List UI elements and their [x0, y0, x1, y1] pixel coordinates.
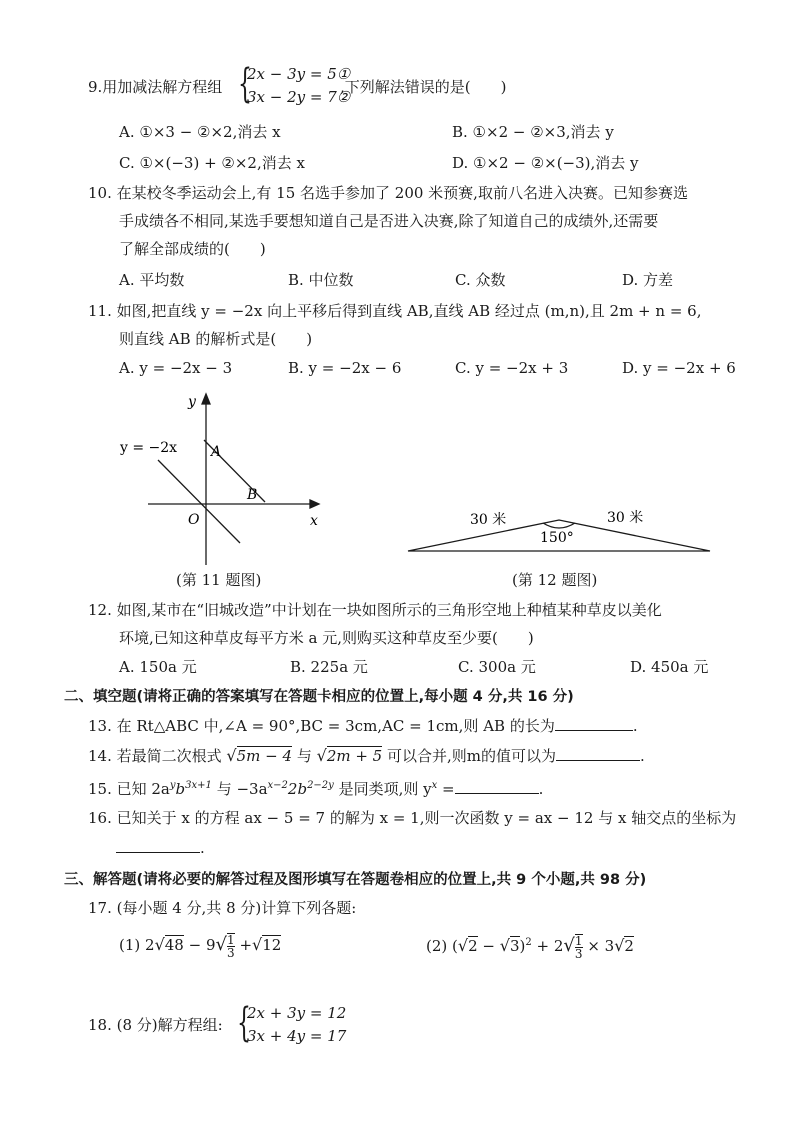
q17-part-2 [426, 933, 634, 961]
q14-radicand-2: 2m + 5 [326, 747, 383, 765]
q9-equation-2: 3x − 2y = 7② [247, 88, 351, 106]
angle-arc [543, 523, 575, 528]
q17-stem: 17. (每小题 4 分,共 8 分)计算下列各题: [88, 899, 357, 917]
left-side-label: 30 米 [470, 512, 507, 528]
y-axis-label: y [188, 394, 196, 410]
right-side-label: 30 米 [607, 510, 644, 526]
q11-option-c: C. y = −2x + 3 [455, 359, 569, 377]
q9-option-b: B. ①×2 − ②×3,消去 y [452, 123, 614, 141]
q9-option-d: D. ①×2 − ②×(−3),消去 y [452, 154, 639, 172]
q16-line-2: . [116, 838, 205, 858]
q15-text-b: b [175, 780, 186, 798]
q17-1-mid: − 9 [188, 936, 216, 954]
q17-1-fraction-denominator: 3 [227, 946, 235, 960]
q12-option-d: D. 450a 元 [630, 658, 709, 676]
q17-1-plus: + [239, 936, 253, 954]
q11-line-1: 11. 如图,把直线 y = −2x 向上平移后得到直线 AB,直线 AB 经过点 (m,n),且 2m + n = 6, [88, 302, 702, 320]
q15-exp-5: x [431, 780, 438, 791]
radical-sign-icon: √ [316, 746, 327, 765]
q17-2-fraction-numerator: 1 [574, 934, 583, 948]
q16-line-1: 16. 已知关于 x 的方程 ax − 5 = 7 的解为 x = 1,则一次函数 y = ax − 12 与 x 轴交点的坐标为 [88, 809, 737, 827]
q12-option-b: B. 225a 元 [290, 658, 368, 676]
q15-text-e: 是同类项,则 y [338, 780, 432, 798]
figure-12-caption: (第 12 题图) [512, 571, 598, 589]
section-3-title: 三、解答题(请将必要的解答过程及图形填写在答题卷相应的位置上,共 9 个小题,共 98 分) [64, 872, 647, 888]
point-b-label: B [247, 487, 258, 503]
q17-1-radicand-2: 12 [262, 936, 282, 954]
q15-exp-3: x−2 [267, 780, 288, 791]
origin-label: O [188, 512, 200, 528]
q13: 13. 在 Rt△ABC 中,∠A = 90°,BC = 3cm,AC = 1cm,则 AB 的长为 . [88, 717, 638, 735]
q17-2-close-paren: ) [519, 937, 526, 955]
q9-option-c: C. ①×(−3) + ②×2,消去 x [119, 154, 305, 172]
q17-2-times: × 3 [587, 937, 615, 955]
q13-text: 13. 在 Rt△ABC 中,∠A = 90°,BC = 3cm,AC = 1cm,则 AB 的长为 [88, 717, 555, 735]
q10-option-b: B. 中位数 [288, 271, 354, 289]
q17-1-fraction-numerator: 1 [227, 933, 235, 947]
q14-text-c: 可以合并,则m的值可以为 [387, 747, 557, 765]
point-a-label: A [211, 444, 222, 460]
q10-option-a: A. 平均数 [119, 271, 185, 289]
q14-answer-blank [556, 746, 640, 761]
q9-stem-end: ,下列解法错误的是( ) [340, 78, 507, 96]
q17-1-radicand-1: 48 [164, 936, 184, 954]
q11-option-b: B. y = −2x − 6 [288, 359, 402, 377]
q14: 14. 若最简二次根式 √5m − 4 与 √2m + 5 可以合并,则m的值可以为 . [88, 746, 645, 765]
q9-stem: 9.用加减法解方程组 [88, 78, 223, 96]
q12-option-c: C. 300a 元 [458, 658, 536, 676]
q18-equation-2: 3x + 4y = 17 [247, 1027, 347, 1045]
q9-brace: { [238, 61, 252, 107]
q17-2-minus: − [482, 937, 495, 955]
q12-option-a: A. 150a 元 [119, 658, 197, 676]
q15-exp-1: y [169, 780, 176, 791]
radical-sign-icon: √ [563, 935, 575, 956]
q11-option-d: D. y = −2x + 6 [622, 359, 736, 377]
radical-sign-icon: √ [614, 936, 625, 955]
q18-stem: 18. (8 分)解方程组: [88, 1016, 223, 1034]
q17-2-radicand-3: 2 [624, 937, 634, 955]
q17-2-label: (2) ( [426, 937, 458, 955]
q10-option-d: D. 方差 [622, 271, 674, 289]
q15-exp-4: 2−2y [307, 780, 334, 791]
q14-text-a: 14. 若最简二次根式 [88, 747, 222, 765]
q15-answer-blank [455, 779, 539, 794]
q13-answer-blank [555, 716, 633, 731]
section-2-title: 二、填空题(请将正确的答案填写在答题卡相应的位置上,每小题 4 分,共 16 分) [64, 689, 574, 705]
q17-2-fraction-denominator: 3 [574, 947, 583, 961]
radical-sign-icon: √ [215, 934, 228, 955]
q10-line-1: 10. 在某校冬季运动会上,有 15 名选手参加了 200 米预赛,取前八名进入决赛。已知参赛选 [88, 184, 688, 202]
line-y-neg2x [158, 460, 240, 543]
q15-exp-2: 3x+1 [185, 780, 212, 791]
q17-2-radicand-2: 3 [509, 937, 520, 955]
radical-sign-icon: √ [226, 746, 237, 765]
q15-text-f: = [442, 780, 455, 798]
q15: 15. 已知 $2a^yb^{3x+1}$ 与 $-3a^{x-2}2b^{2-2y}$ 是同类项,则 $y^x$ = . [88, 780, 544, 798]
q17-part-1 [119, 933, 281, 961]
q15-text-a: 15. 已知 2a [88, 780, 170, 798]
q10-line-2: 手成绩各不相同,某选手要想知道自己是否进入决赛,除了知道自己的成绩外,还需要 [119, 212, 659, 230]
radical-sign-icon: √ [252, 935, 263, 954]
x-axis-arrow [310, 500, 319, 508]
q11-option-a: A. y = −2x − 3 [119, 359, 233, 377]
q16-answer-blank [116, 838, 200, 853]
q17-1-label: (1) 2 [119, 936, 155, 954]
radical-sign-icon: √ [154, 935, 165, 954]
x-axis-label: x [310, 513, 318, 529]
q12-line-1: 12. 如图,某市在“旧城改造”中计划在一块如图所示的三角形空地上种植某种草皮以美化 [88, 601, 662, 619]
q18-equation-1: 2x + 3y = 12 [247, 1004, 347, 1022]
q17-2-plus: + 2 [536, 937, 564, 955]
q9-option-a: A. ①×3 − ②×2,消去 x [119, 123, 281, 141]
q15-text-d: 2b [287, 780, 308, 798]
figure-12 [400, 500, 720, 560]
q11-line-2: 则直线 AB 的解析式是( ) [119, 330, 313, 348]
figure-11 [110, 390, 340, 570]
q12-line-2: 环境,已知这种草皮每平方米 a 元,则购买这种草皮至少要( ) [119, 629, 534, 647]
radical-sign-icon: √ [499, 936, 510, 955]
figure-11-caption: (第 11 题图) [176, 571, 262, 589]
angle-label: 150° [540, 530, 574, 546]
q10-option-c: C. 众数 [455, 271, 506, 289]
q15-text-c: 与 −3a [216, 780, 268, 798]
q17-2-radicand-1: 2 [468, 937, 478, 955]
line-label: y = −2x [120, 440, 178, 456]
q10-line-3: 了解全部成绩的( ) [119, 240, 266, 258]
q17-2-square: 2 [525, 937, 532, 948]
radical-sign-icon: √ [457, 936, 469, 955]
q14-text-b: 与 [296, 747, 312, 765]
q14-radicand-1: 5m − 4 [236, 747, 293, 765]
q9-equation-1: 2x − 3y = 5① [247, 65, 351, 83]
y-axis-arrow [202, 394, 210, 404]
q18-brace: { [237, 1000, 251, 1046]
